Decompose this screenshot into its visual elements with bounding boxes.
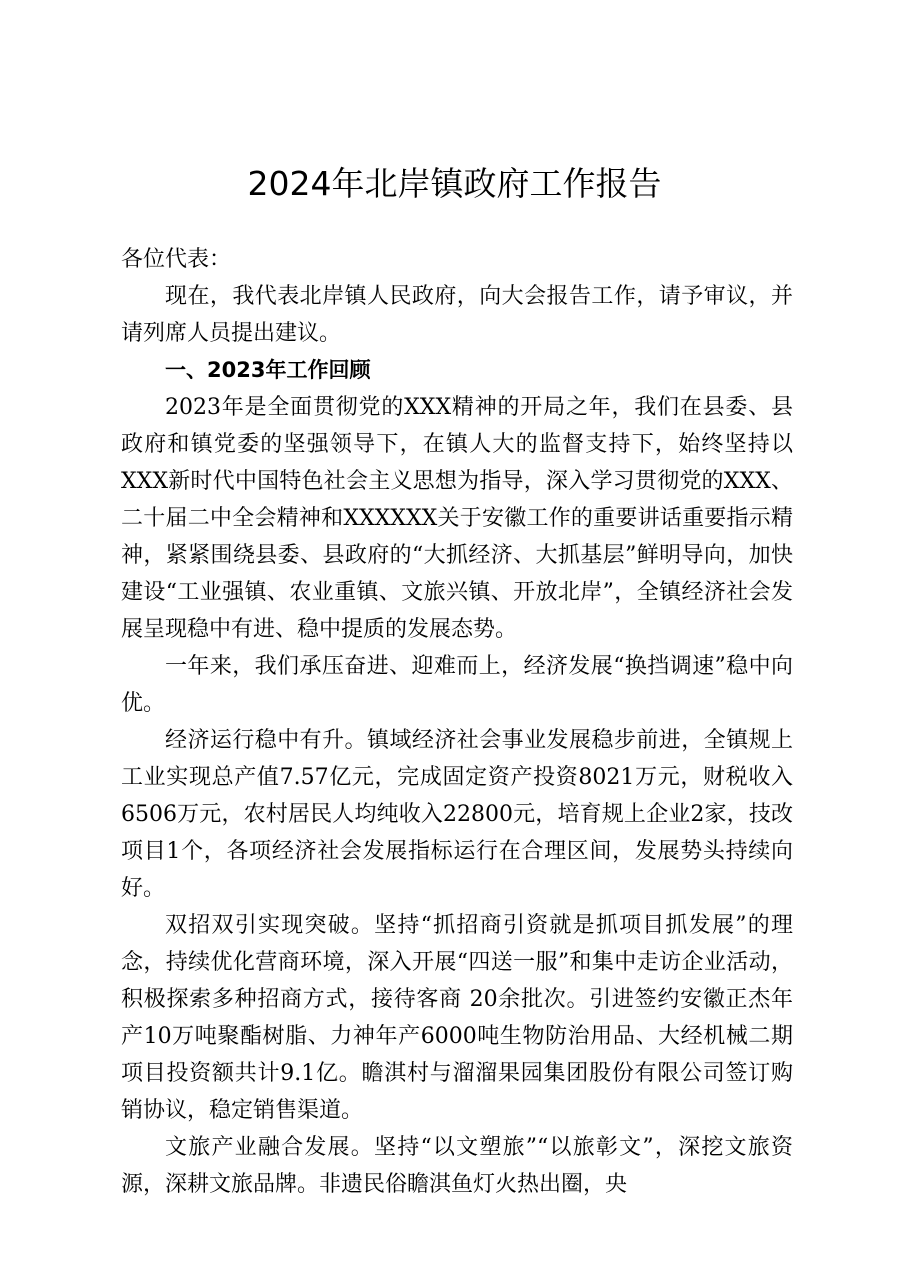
paragraph-tourism: 文旅产业融合发展。坚持“以文塑旅”“以旅彰文”，深挖文旅资源，深耕文旅品牌。非遗民俗瞻淇鱼灯火热出圈，央 xyxy=(121,1135,793,1197)
paragraph-overview: 2023年是全面贯彻党的XXX精神的开局之年，我们在县委、县政府和镇党委的坚强领导下，在镇人大的监督支持下，始终坚持以XXX新时代中国特色社会主义思想为指导，深入学习贯彻党的XXX、二十届二中全会精神和XXXXXX关于安徽工作的重要讲话重要指示精神，紧紧围绕县委、县政府的“大抓经济、大抓基层”鲜明导向，加快建设“工业强镇、农业重镇、文旅兴镇、开放北岸”，全镇经济社会发展呈现稳中有进、稳中提质的发展态势。 xyxy=(121,395,793,642)
document-body xyxy=(121,241,793,1203)
paragraph-economy: 经济运行稳中有升。镇域经济社会事业发展稳步前进，全镇规上工业实现总产值7.57亿元，完成固定资产投资8021万元，财税收入6506万元，农村居民人均纯收入22800元，培育规上企业2家，技改项目1个，各项经济社会发展指标运行在合理区间，发展势头持续向好。 xyxy=(121,728,793,901)
paragraph-investment: 双招双引实现突破。坚持“抓招商引资就是抓项目抓发展”的理念，持续优化营商环境，深入开展“四送一服”和集中走访企业活动，积极探索多种招商方式，接待客商 20余批次。引进签约安徽正杰年产10万吨聚酯树脂、力神年产6000吨生物防治用品、大经机械二期项目投资额共计9.1亿。瞻淇村与溜溜果园集团股份有限公司签订购销协议，稳定销售渠道。 xyxy=(121,913,793,1123)
paragraph-summary: 一年来，我们承压奋进、迎难而上，经济发展“换挡调速”稳中向优。 xyxy=(121,654,793,716)
document-title: 2024年北岸镇政府工作报告 xyxy=(247,164,662,203)
salutation: 各位代表： xyxy=(121,247,232,272)
intro-paragraph: 现在，我代表北岸镇人民政府，向大会报告工作，请予审议，并请列席人员提出建议。 xyxy=(121,284,793,346)
section-heading: 一、2023年工作回顾 xyxy=(165,358,371,382)
